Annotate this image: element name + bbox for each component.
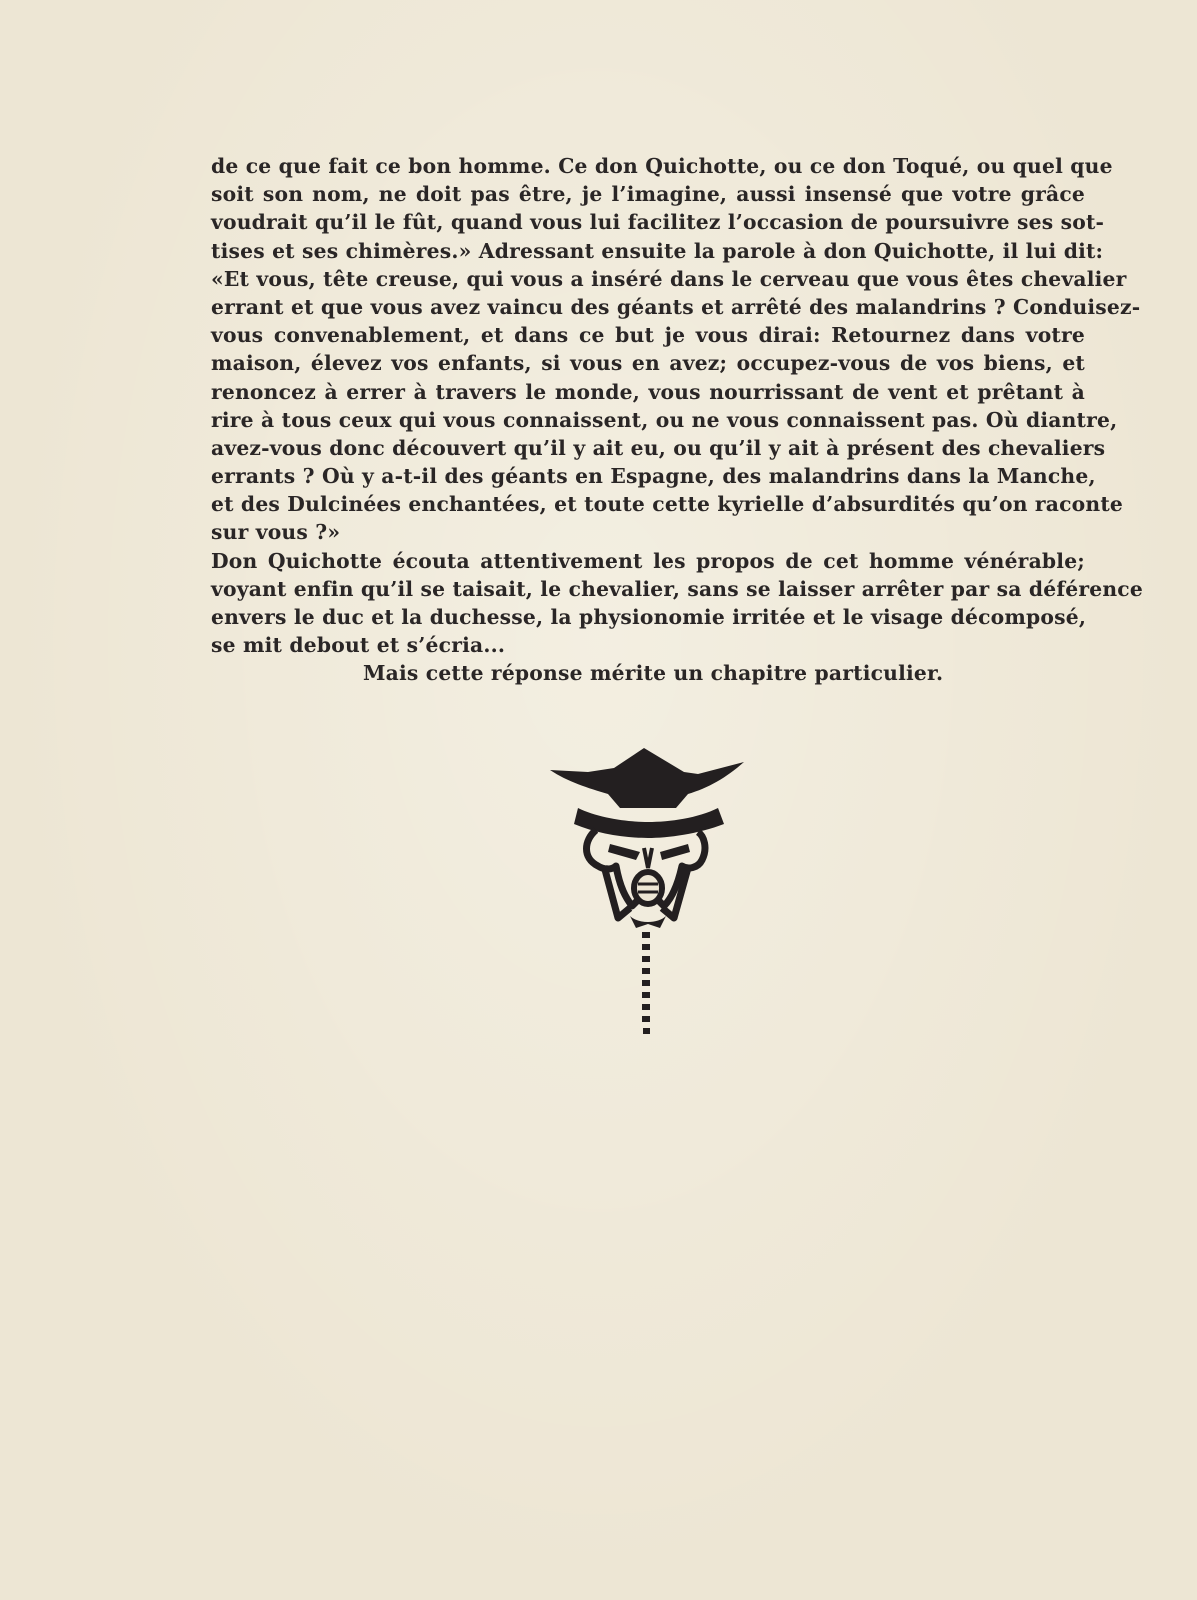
closing-paragraph xyxy=(211,659,1085,687)
text-line: vous convenablement, et dans ce but je vous dirai: Retournez dans votre xyxy=(211,323,1085,348)
eye-right xyxy=(660,844,690,860)
text-line: renoncez à errer à travers le monde, vous nourrissant de vent et prêtant à xyxy=(211,379,1085,404)
text-line: se mit debout et s’écria... xyxy=(211,633,506,658)
text-line: et des Dulcinées enchantées, et toute cette kyrielle d’absurdités qu’on raconte xyxy=(211,492,1124,517)
text-line: «Et vous, tête creuse, qui vous a inséré dans le cerveau que vous êtes chevalier xyxy=(211,266,1127,291)
text-line: Don Quichotte écouta attentivement les propos de cet homme vénérable; xyxy=(211,548,1085,573)
text-line: voyant enfin qu’il se taisait, le chevalier, sans se laisser arrêter par sa déférence xyxy=(211,576,1143,601)
text-line: rire à tous ceux qui vous connaissent, ou ne vous connaissent pas. Où diantre, xyxy=(211,407,1118,432)
hat-shape xyxy=(550,748,744,808)
mouth xyxy=(634,872,662,904)
closing-line: Mais cette réponse mérite un chapitre particulier. xyxy=(363,661,944,686)
nose xyxy=(644,848,652,868)
text-line: sur vous ?» xyxy=(211,520,341,545)
text-line: avez-vous donc découvert qu’il y ait eu, ou qu’il y ait à présent des chevaliers xyxy=(211,435,1106,460)
paragraph-2 xyxy=(211,547,1143,660)
text-line: envers le duc et la duchesse, la physionomie irritée et le visage décomposé, xyxy=(211,605,1087,629)
beard-dots xyxy=(642,932,650,1034)
text-line: soit son nom, ne doit pas être, je l’imagine, aussi insensé que votre grâce xyxy=(211,182,1085,207)
paragraph-1 xyxy=(211,152,1141,547)
text-line: errants ? Où y a-t-il des géants en Espagne, des malandrins dans la Manche, xyxy=(211,464,1096,489)
eye-left xyxy=(608,844,640,860)
text-line: errant et que vous avez vaincu des géants et arrêté des malandrins ? Conduisez- xyxy=(211,294,1141,319)
don-quichotte-head-vignette-icon xyxy=(548,748,748,1048)
text-line: tises et ses chimères.» Adressant ensuite la parole à don Quichotte, il lui dit: xyxy=(211,238,1104,263)
text-line: maison, élevez vos enfants, si vous en avez; occupez-vous de vos biens, et xyxy=(211,351,1085,376)
page-text xyxy=(211,152,1143,688)
text-line: voudrait qu’il le fût, quand vous lui facilitez l’occasion de poursuivre ses sot- xyxy=(211,210,1105,235)
text-line: de ce que fait ce bon homme. Ce don Quichotte, ou ce don Toqué, ou quel que xyxy=(211,154,1113,178)
moustache xyxy=(630,916,666,928)
